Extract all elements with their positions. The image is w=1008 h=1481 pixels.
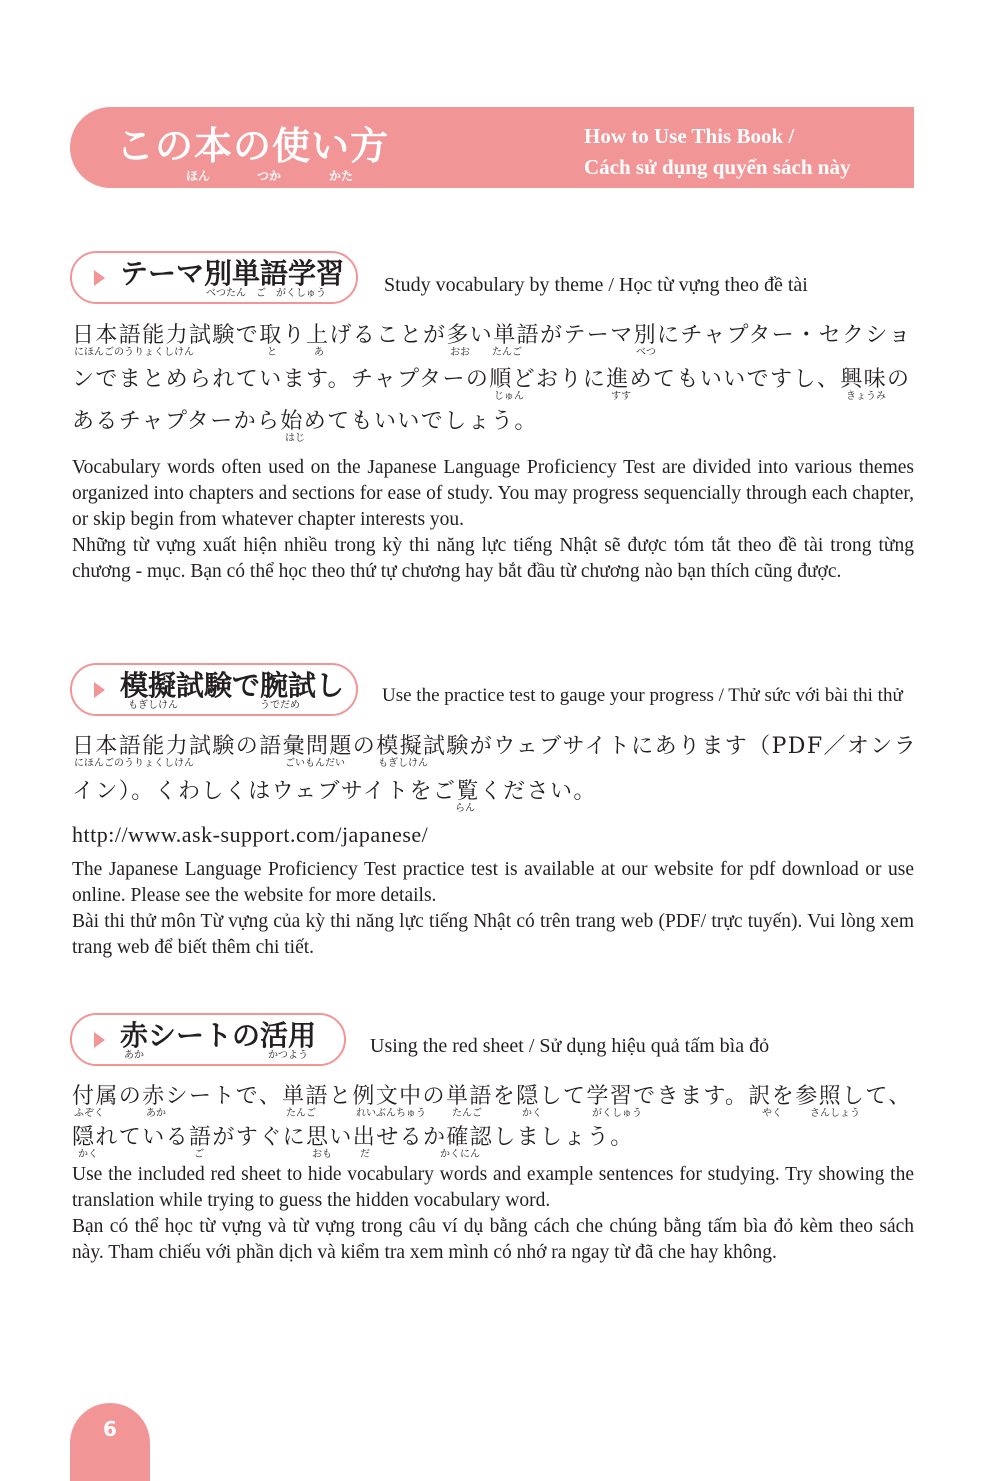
- section-body: [72, 857, 914, 961]
- section-title-ruby: べつたん ご がくしゅう: [206, 288, 326, 299]
- body-vi: Những từ vựng xuất hiện nhiều trong kỳ thi năng lực tiếng Nhật sẽ được tóm tắt theo đề tài trong từng chương - mục. Bạn có thể học theo thứ tự chương hay bắt đầu từ chương nào bạn thích cũng được.: [72, 535, 914, 582]
- section-heading-red-sheet: [70, 1013, 346, 1066]
- furigana: すす: [611, 391, 632, 402]
- furigana: れいぶんちゅう: [356, 1108, 426, 1119]
- triangle-bullet-icon: [94, 270, 105, 286]
- section-body: [72, 1162, 914, 1266]
- page-subtitle-vi: Cách sử dụng quyển sách này: [584, 155, 851, 179]
- section-subtitle: Use the practice test to gauge your progress / Thử sức với bài thi thử: [382, 685, 903, 706]
- furigana: べつ: [636, 347, 656, 358]
- furigana: ふぞく: [74, 1108, 104, 1119]
- page-number-tab: [70, 1403, 150, 1481]
- title-ruby: ほん: [186, 169, 211, 183]
- furigana: じゅん: [494, 391, 524, 402]
- furigana: にほんごのうりょくしけん: [74, 758, 194, 769]
- section-title-ruby: もぎしけん: [128, 700, 178, 711]
- furigana: たんご: [286, 1108, 316, 1119]
- furigana: おお: [450, 347, 470, 358]
- section-heading-practice-test: [70, 663, 358, 716]
- page-number: 6: [103, 1417, 117, 1441]
- section-title-ruby: うでだめ: [260, 700, 300, 711]
- section-title: 赤シートの活用: [120, 1019, 317, 1052]
- body-en: Use the included red sheet to hide vocabulary words and example sentences for studying. Try showing the translation while trying to guess the hidden vocabulary word.: [72, 1164, 914, 1211]
- jp-line: ンでまとめられています。チャプターの順どおりに進めてもいいですし、興味の: [72, 367, 911, 392]
- jp-line: 日本語能力試験の語彙問題の模擬試験がウェブサイトにあります（PDF／オンラ: [72, 734, 918, 759]
- section-title: 模擬試験で腕試し: [120, 669, 345, 702]
- furigana: ごいもんだい: [285, 758, 345, 769]
- furigana: だ: [360, 1149, 370, 1160]
- title-ruby: つか: [257, 169, 282, 183]
- jp-line: 日本語能力試験で取り上げることが多い単語がテーマ別にチャプター・セクショ: [72, 323, 912, 348]
- triangle-bullet-icon: [94, 682, 105, 698]
- furigana: たんご: [492, 347, 522, 358]
- furigana: おも: [312, 1149, 332, 1160]
- jp-line: あるチャプターから始めてもいいでしょう。: [72, 409, 538, 434]
- title-ruby: かた: [329, 169, 354, 183]
- furigana: かく: [522, 1108, 542, 1119]
- furigana: さんしょう: [810, 1108, 860, 1119]
- furigana: ご: [194, 1149, 204, 1160]
- furigana: きょうみ: [846, 391, 886, 402]
- furigana: あ: [314, 347, 324, 358]
- section-subtitle: Study vocabulary by theme / Học từ vựng theo đề tài: [384, 274, 808, 296]
- furigana: はじ: [285, 433, 305, 444]
- furigana: がくしゅう: [592, 1108, 642, 1119]
- furigana: らん: [455, 803, 475, 814]
- website-link[interactable]: http://www.ask-support.com/japanese/: [72, 822, 429, 847]
- jp-line: 隠れている語がすぐに思い出せるか確認しましょう。: [72, 1125, 634, 1150]
- triangle-bullet-icon: [94, 1032, 105, 1048]
- furigana: あか: [146, 1108, 166, 1119]
- section-body: [72, 455, 914, 585]
- furigana: にほんごのうりょくしけん: [74, 347, 194, 358]
- section-title-ruby: あか: [124, 1050, 144, 1061]
- section-subtitle: Using the red sheet / Sử dụng hiệu quả tấm bìa đỏ: [370, 1035, 770, 1057]
- body-vi: Bài thi thử môn Từ vựng của kỳ thi năng lực tiếng Nhật có trên trang web (PDF/ trực tuyến). Vui lòng xem trang web để biết thêm chi tiết.: [72, 911, 914, 958]
- furigana: かく: [78, 1149, 98, 1160]
- furigana: やく: [762, 1108, 782, 1119]
- section-heading-theme: [70, 251, 358, 304]
- jp-line: イン）。くわしくはウェブサイトをご覧ください。: [72, 779, 597, 804]
- page-subtitle-en: How to Use This Book /: [584, 124, 795, 148]
- furigana: もぎしけん: [378, 758, 428, 769]
- furigana: たんご: [452, 1108, 482, 1119]
- section-title: テーマ別単語学習: [120, 257, 345, 290]
- page-title: この本の使い方: [116, 124, 390, 168]
- body-en: The Japanese Language Proficiency Test practice test is available at our website for pdf download or use online. Please see the website for more details.: [72, 859, 914, 906]
- furigana: と: [267, 347, 277, 358]
- body-en: Vocabulary words often used on the Japanese Language Proficiency Test are divided into various themes organized into chapters and sections for ease of study. You may progress sequencially through each chapter, or skip begin from whatever chapter interests you.: [72, 457, 914, 530]
- section-title-ruby: かつよう: [268, 1050, 308, 1061]
- body-vi: Bạn có thể học từ vựng và từ vựng trong câu ví dụ bằng cách che chúng bằng tấm bìa đỏ kèm theo sách này. Tham chiếu với phần dịch và kiểm tra xem mình có nhớ ra ngay từ đã che hay không.: [72, 1216, 914, 1263]
- furigana: かくにん: [440, 1149, 480, 1160]
- jp-line: 付属の赤シートで、単語と例文中の単語を隠して学習できます。訳を参照して、: [72, 1084, 912, 1109]
- page-subtitle: [584, 121, 850, 183]
